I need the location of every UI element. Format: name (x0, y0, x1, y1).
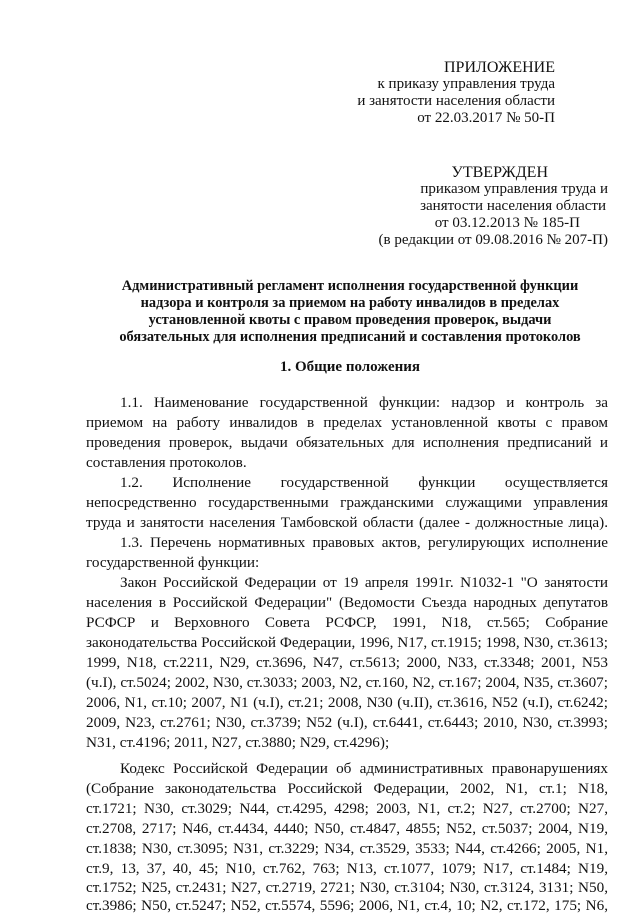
body-line: 2009, N23, ст.2761; N30, ст.3739; N52 (ч.I), ст.6441, ст.6443; 2010, N30, ст.3993; (86, 714, 608, 731)
approved-line: от 03.12.2013 № 185-П (434, 215, 580, 231)
body-line: непосредственно государственными гражданскими служащими управления (86, 494, 608, 511)
body-line: Закон Российской Федерации от 19 апреля 1991г. N1032-1 "О занятости (120, 574, 608, 591)
body-line: ст.2708, 2717; N46, ст.4434, 4440; N50, ст.4847, 4855; N52, ст.5037; 2004, N19, (86, 820, 608, 837)
body-line: ст.1752; N25, ст.2431; N27, ст.2719, 2721; N30, ст.3104; N30, ст.3124, 3131; N50, (86, 879, 608, 896)
body-line: РСФСР и Верховного Совета РСФСР, 1991, N18, ст.565; Собрание (86, 614, 608, 631)
body-line: труда и занятости населения Тамбовской области (далее - должностные лица). (86, 514, 608, 531)
section-heading: 1. Общие положения (279, 359, 421, 375)
body-line: (Собрание законодательства Российской Федерации, 2002, N1, ст.1; N18, (86, 780, 608, 797)
title-line: обязательных для исполнения предписаний и составления протоколов (119, 329, 581, 345)
body-line: ст.1838; N30, ст.3095; N31, ст.3229; N34, ст.3529, 3533; N44, ст.4266; 2005, N1, (86, 840, 608, 857)
body-line: ст.3986; N50, ст.5247; N52, ст.5574, 5596; 2006, N1, ст.4, 10; N2, ст.172, 175; N6, (86, 897, 608, 914)
body-line: 1.1. Наименование государственной функции: надзор и контроль за (120, 394, 608, 411)
appendix-line: к приказу управления труда (377, 76, 555, 92)
body-line: приемом на работу инвалидов в пределах установленной квоты с правом (86, 414, 608, 431)
body-line: законодательства Российской Федерации, 1996, N17, ст.1915; 1998, N30, ст.3613; (86, 634, 608, 651)
body-line: ст.9, 13, 37, 40, 45; N10, ст.762, 763; N13, ст.1077, 1079; N17, ст.1484; N19, (86, 860, 608, 877)
body-line: 1.3. Перечень нормативных правовых актов, регулирующих исполнение (120, 534, 608, 551)
approved-line: (в редакции от 09.08.2016 № 207-П) (378, 232, 608, 248)
title-line: Административный регламент исполнения государственной функции (121, 278, 579, 294)
body-line: 1999, N18, ст.2211, N29, ст.3696, N47, ст.5613; 2000, N33, ст.3348; 2001, N53 (86, 654, 608, 671)
body-line: Кодекс Российской Федерации об административных правонарушениях (120, 760, 608, 777)
body-line: составления протоколов. (86, 454, 247, 471)
appendix-line: и занятости населения области (357, 93, 555, 109)
body-line: проведения проверок, выдачи обязательных для исполнения предписаний и (86, 434, 608, 451)
body-line: населения в Российской Федерации" (Ведомости Съезда народных депутатов (86, 594, 608, 611)
title-line: установленной квоты с правом проведения проверок, выдачи (148, 312, 552, 328)
approved-line: занятости населения области (420, 198, 606, 214)
body-line: N31, ст.4196; 2011, N27, ст.3880; N29, ст.4296); (86, 734, 390, 751)
title-line: надзора и контроля за приемом на работу инвалидов в пределах (140, 295, 560, 311)
body-line: (ч.I), ст.5024; 2002, N30, ст.3033; 2003, N2, ст.160, N2, ст.167; 2004, N35, ст.3607; (86, 674, 608, 691)
body-line: ст.1721; N30, ст.3029; N44, ст.4295, 4298; 2003, N1, ст.2; N27, ст.2700; N27, (86, 800, 608, 817)
body-line: 2006, N1, ст.10; 2007, N1 (ч.I), ст.21; 2008, N30 (ч.II), ст.3616, N52 (ч.I), ст.6242; (86, 694, 608, 711)
approved-heading: УТВЕРЖДЕН (451, 164, 548, 181)
body-line: 1.2. Исполнение государственной функции осуществляется (120, 474, 608, 491)
appendix-heading: ПРИЛОЖЕНИЕ (443, 59, 555, 76)
appendix-line: от 22.03.2017 № 50-П (417, 110, 555, 126)
body-line: государственной функции: (86, 554, 260, 571)
approved-line: приказом управления труда и (420, 181, 608, 197)
